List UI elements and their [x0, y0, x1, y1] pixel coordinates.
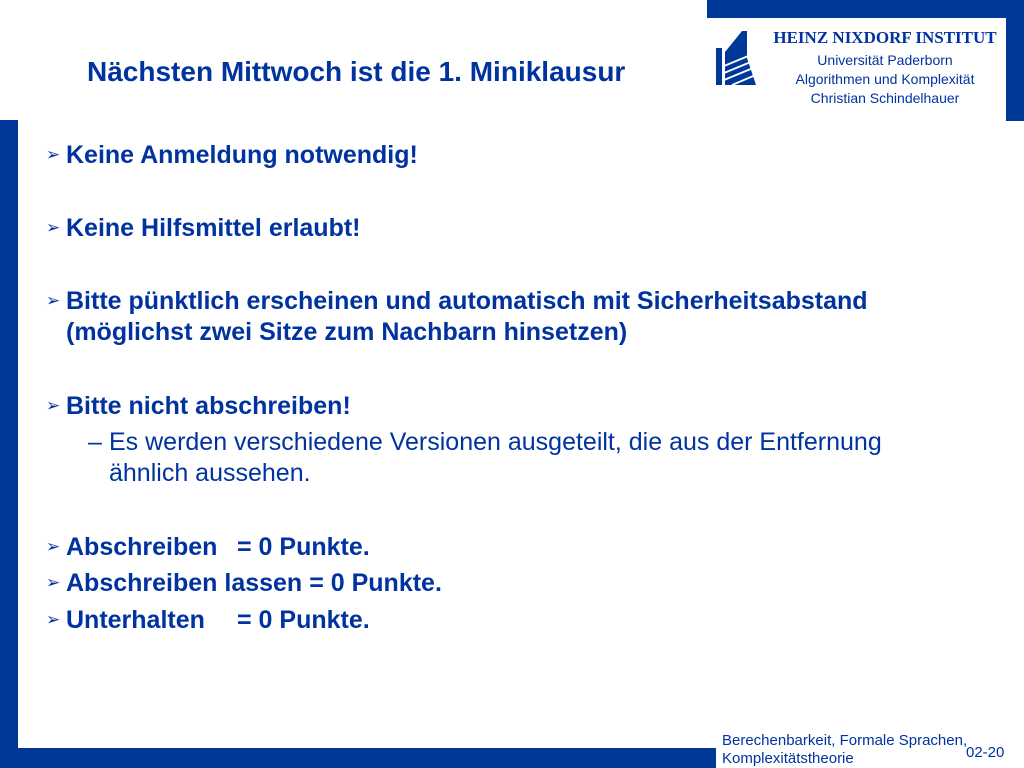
- bullet-item: [46, 568, 442, 599]
- bullet-text: Keine Anmeldung notwendig!: [66, 141, 418, 169]
- rule-label: Abschreiben: [66, 533, 218, 561]
- bullet-item: [46, 391, 351, 422]
- bullet-text-line-2: (möglichst zwei Sitze zum Nachbarn hinsetzen): [66, 318, 628, 346]
- sub-item-text-line-1: Es werden verschiedene Versionen ausgeteilt, die aus der Entfernung: [109, 428, 882, 456]
- course-name: [722, 732, 967, 768]
- frame-right-bar: [1006, 0, 1024, 121]
- bullet-item: [46, 213, 361, 244]
- bullet-item: [46, 286, 868, 348]
- bullet-text: Bitte nicht abschreiben!: [66, 392, 351, 420]
- rule-value: = 0 Punkte.: [237, 533, 370, 561]
- arrowhead-bullet-icon: ➢: [46, 218, 61, 238]
- author-name: Christian Schindelhauer: [810, 90, 960, 106]
- arrowhead-bullet-icon: ➢: [46, 145, 61, 165]
- rule-value: = 0 Punkte.: [237, 606, 370, 634]
- bullet-text: Keine Hilfsmittel erlaubt!: [66, 214, 361, 242]
- course-name-line-1: Berechenbarkeit, Formale Sprachen,: [722, 732, 968, 749]
- bullet-item: [46, 532, 370, 563]
- frame-bottom-bar: [0, 748, 716, 768]
- university-name: Universität Paderborn: [817, 52, 953, 68]
- bullet-text-line-1: Bitte pünktlich erscheinen und automatisch mit Sicherheitsabstand: [66, 287, 868, 315]
- course-name-line-2: Komplexitätstheorie: [722, 750, 854, 767]
- sub-item-text-line-2: ähnlich aussehen.: [109, 459, 311, 487]
- department-name: Algorithmen und Komplexität: [795, 71, 975, 87]
- frame-left-bar: [0, 120, 18, 768]
- dash-icon: –: [88, 428, 102, 456]
- arrowhead-bullet-icon: ➢: [46, 291, 61, 311]
- bullet-item: [46, 605, 370, 636]
- slide-title: Nächsten Mittwoch ist die 1. Miniklausur: [87, 56, 626, 87]
- rule-value: = 0 Punkte.: [309, 569, 442, 597]
- rule-label: Abschreiben lassen: [66, 569, 303, 597]
- institute-info: [765, 28, 1005, 108]
- arrowhead-bullet-icon: ➢: [46, 396, 61, 416]
- sub-item: [88, 427, 882, 489]
- arrowhead-bullet-icon: ➢: [46, 537, 61, 557]
- frame-top-bar: [707, 0, 1024, 18]
- arrowhead-bullet-icon: ➢: [46, 610, 61, 630]
- institute-name: HEINZ NIXDORF INSTITUT: [773, 28, 997, 47]
- hni-logo-icon: [712, 28, 758, 88]
- bullet-item: [46, 140, 418, 171]
- rule-label: Unterhalten: [66, 606, 205, 634]
- slide-number: 02-20: [966, 744, 1005, 761]
- arrowhead-bullet-icon: ➢: [46, 573, 61, 593]
